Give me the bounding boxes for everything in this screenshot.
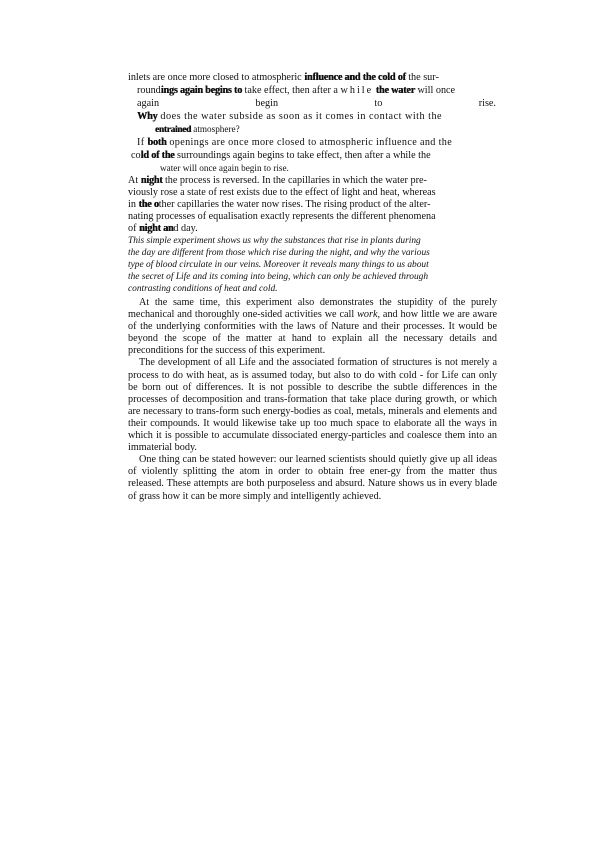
bold-text-fragment: night	[140, 175, 163, 186]
text-line-3	[137, 98, 496, 110]
italic-line-4: the secret of Life and its coming into being, which can only be achieved through	[128, 272, 429, 282]
bold-text-fragment: both	[147, 137, 167, 148]
italic-line-1: This simple experiment shows us why the substances that rise in plants during	[128, 236, 421, 246]
body-text	[128, 297, 497, 503]
text-line-11	[128, 199, 430, 211]
text-fragment: will once	[414, 85, 456, 96]
bold-text-fragment: night an	[139, 223, 174, 234]
paragraph-3: One thing can be stated however: our learned scientists should quietly give up all ideas of violently splitting the atom in order to obtain free ener-gy from the matter thus released. These attempts are both purposeless and absurd. Nature shows us in every blade of grass how it can be more simply and intelligently achieved.	[128, 454, 497, 502]
text-fragment: does the water subside as soon as it comes in contact with the	[157, 111, 443, 122]
text-line-1	[128, 72, 439, 84]
text-line-4	[137, 111, 442, 123]
text-fragment: openings are once more closed to atmospheric influence and the	[166, 137, 453, 148]
text-fragment: again	[137, 98, 160, 109]
text-fragment: take effect, then after a	[241, 85, 341, 96]
text-fragment: If	[137, 137, 148, 148]
text-line-13	[128, 223, 198, 235]
bold-text-fragment: ld of the	[140, 150, 175, 161]
text-line-6	[137, 137, 452, 149]
text-fragment: d day.	[173, 223, 198, 234]
spaced-text-fragment: while	[340, 85, 374, 96]
text-fragment: co	[131, 150, 141, 161]
italic-line-3: type of blood circulate in our veins. Moreover it reveals many things to us about	[128, 260, 429, 270]
bold-text-fragment: entrained	[155, 124, 191, 134]
text-fragment: the sur-	[405, 72, 439, 83]
paragraph-1-text-end: and how little we are aware of the underlying conformities with the laws of Nature and their processes. It would be beyond the scope of the matter at hand to explain all the necessary details and preconditions for the success of this experiment.	[128, 309, 497, 357]
text-fragment: of	[128, 223, 140, 234]
text-fragment: begin	[255, 98, 279, 109]
paragraph-1	[128, 297, 497, 357]
text-fragment: ther capillaries the water now rises. The rising product of the alter-	[158, 199, 431, 210]
text-fragment: atmosphere?	[190, 124, 240, 134]
text-fragment: surroundings again begins to take effect, then after a while the	[174, 150, 431, 161]
italic-line-5: contrasting conditions of heat and cold.	[128, 284, 278, 294]
emphasis-work: work,	[357, 309, 381, 321]
italic-line-2: the day are different from those which rise during the night, and why the various	[128, 248, 430, 258]
text-line-2	[137, 85, 455, 97]
text-fragment: the process is reversed. In the capillaries in which the water pre-	[162, 175, 427, 186]
text-fragment: in	[128, 199, 139, 210]
bold-text-fragment: Why	[137, 111, 158, 122]
text-fragment: round	[137, 85, 161, 96]
text-fragment: to	[374, 98, 383, 109]
text-line-9	[128, 175, 427, 187]
text-line-8	[160, 163, 289, 174]
paragraph-1-text: At the same time, this experiment also demonstrates the stupidity of the purely mechanical and thoroughly one-sided activities we call	[128, 297, 497, 321]
text-fragment: At	[128, 175, 141, 186]
text-fragment: inlets are once more closed to atmospheric	[128, 72, 305, 83]
text-line-7	[131, 150, 431, 162]
bold-text-fragment: ings again begins to	[160, 85, 242, 96]
text-fragment: viously rose a state of rest exists due to the effect of light and heat, whereas	[128, 187, 436, 198]
text-fragment: nating processes of equalisation exactly represents the different phenomena	[128, 211, 436, 222]
text-line-5	[155, 124, 240, 135]
text-fragment: water will once again begin to rise.	[160, 163, 289, 173]
bold-text-fragment: the o	[138, 199, 159, 210]
text-fragment: rise.	[478, 98, 496, 109]
text-line-10	[128, 187, 436, 199]
bold-text-fragment: influence and the cold of	[304, 72, 406, 83]
text-line-12	[128, 211, 436, 223]
bold-text-fragment: the water	[375, 85, 415, 96]
paragraph-2: The development of all Life and the associated formation of structures is not merely a process to do with heat, as is assumed today, but also to do with cold - for Life can only be born out of differences. It is not possible to describe the subtle differences in the processes of decomposition and trans-formation that take place during growth, or which are necessary to trans-form such energy-bodies as coal, metals, minerals and elements and their compounds. It would likewise take up too much space to elaborate all the ways in which it is possible to accumulate dissociated energy-particles and coalesce them into an immaterial body.	[128, 357, 497, 454]
